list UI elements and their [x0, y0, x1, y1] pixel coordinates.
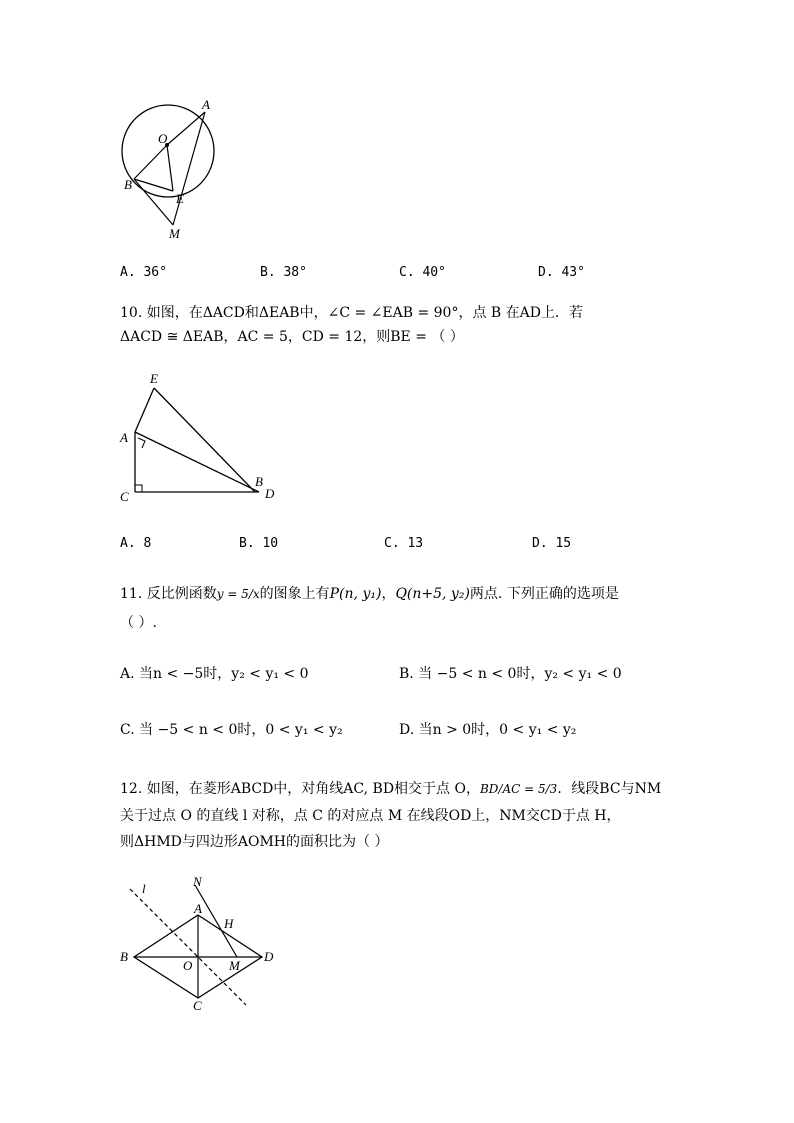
q11-sep: ， — [381, 586, 396, 602]
q9-choice-d: D. 43° — [538, 265, 585, 280]
q12-label-M: M — [229, 958, 240, 973]
q12-figure — [112, 872, 292, 1017]
q12-suffix: ．线段BC与NM — [557, 781, 662, 797]
q10-label-B: B — [255, 474, 263, 489]
q9-label-M: M — [169, 226, 180, 241]
q10-label-D: D — [265, 486, 275, 501]
q10-segment-EB — [154, 388, 255, 492]
q9-label-B: B — [124, 177, 132, 192]
q10-figure — [114, 368, 284, 508]
q10-stem-line1: 10. 如图，在ΔACD和ΔEAB中，∠C = ∠EAB = 90°，点 B 在AD上．若 — [120, 305, 583, 321]
q9-choice-b: B. 38° — [260, 265, 307, 280]
q11-choice-b: B. 当 −5 < n < 0时，y₂ < y₁ < 0 — [399, 666, 622, 682]
q12-label-A: A — [194, 901, 202, 916]
q10-choice-c: C. 13 — [384, 536, 424, 551]
q11-stem-line2: （ ）. — [120, 615, 157, 631]
q10-right-angle-A — [138, 438, 145, 448]
q11-choice-c: C. 当 −5 < n < 0时，0 < y₁ < y₂ — [120, 722, 343, 738]
q9-segment-BM — [134, 179, 173, 225]
q9-segment-OE — [167, 145, 173, 191]
q12-label-l: l — [142, 881, 146, 896]
q12-label-N: N — [193, 874, 202, 889]
q11-mid: 的图象上有 — [259, 586, 330, 602]
q9-segment-AM — [173, 112, 205, 225]
q10-choice-a: A. 8 — [120, 536, 152, 551]
q11-point-p: P(n, y₁) — [329, 586, 382, 602]
q9-label-E: E — [176, 191, 184, 206]
q10-choice-d: D. 15 — [532, 536, 572, 551]
q11-function: y = 5/x — [216, 587, 260, 601]
q12-label-D: D — [264, 949, 274, 964]
q9-figure — [110, 95, 230, 245]
q11-choice-d: D. 当n > 0时，0 < y₁ < y₂ — [399, 722, 577, 738]
q12-stem-line2: 关于过点 O 的直线 l 对称，点 C 的对应点 M 在线段OD上，NM交CD于点 H， — [120, 808, 621, 824]
q9-segment-OA — [167, 112, 205, 145]
q10-choice-b: B. 10 — [239, 536, 279, 551]
q12-ratio: BD/AC = 5/3 — [479, 782, 558, 796]
q9-choice-a: A. 36° — [120, 265, 167, 280]
q10-right-angle-C — [135, 485, 142, 492]
q10-label-A: A — [120, 430, 128, 445]
q9-segment-OB — [134, 145, 167, 179]
q12-label-H: H — [224, 916, 234, 931]
q12-stem-line1 — [120, 778, 661, 798]
q10-segment-AD — [135, 432, 259, 492]
q9-label-A: A — [202, 97, 210, 112]
q12-line-l — [130, 889, 246, 1005]
q10-label-E: E — [150, 371, 158, 386]
q10-segment-EA — [135, 388, 154, 432]
q12-label-C: C — [193, 998, 202, 1013]
q12-prefix: 12. 如图，在菱形ABCD中，对角线AC, BD相交于点 O， — [120, 781, 480, 797]
q10-label-C: C — [120, 489, 129, 504]
q12-stem-line3: 则ΔHMD与四边形AOMH的面积比为（ ） — [120, 834, 389, 850]
q12-label-B: B — [120, 949, 128, 964]
q11-prefix: 11. 反比例函数 — [120, 586, 217, 602]
q11-choice-a: A. 当n < −5时，y₂ < y₁ < 0 — [120, 666, 309, 682]
q11-stem-line1 — [120, 583, 619, 603]
q9-choice-c: C. 40° — [399, 265, 446, 280]
q11-point-q: Q(n+5, y₂) — [395, 586, 470, 602]
q10-stem-line2: ΔACD ≅ ΔEAB，AC = 5，CD = 12，则BE = （ ） — [120, 329, 464, 345]
q12-label-O: O — [183, 958, 193, 973]
q9-label-O: O — [158, 131, 168, 146]
q11-suffix: 两点. 下列正确的选项是 — [469, 586, 619, 602]
